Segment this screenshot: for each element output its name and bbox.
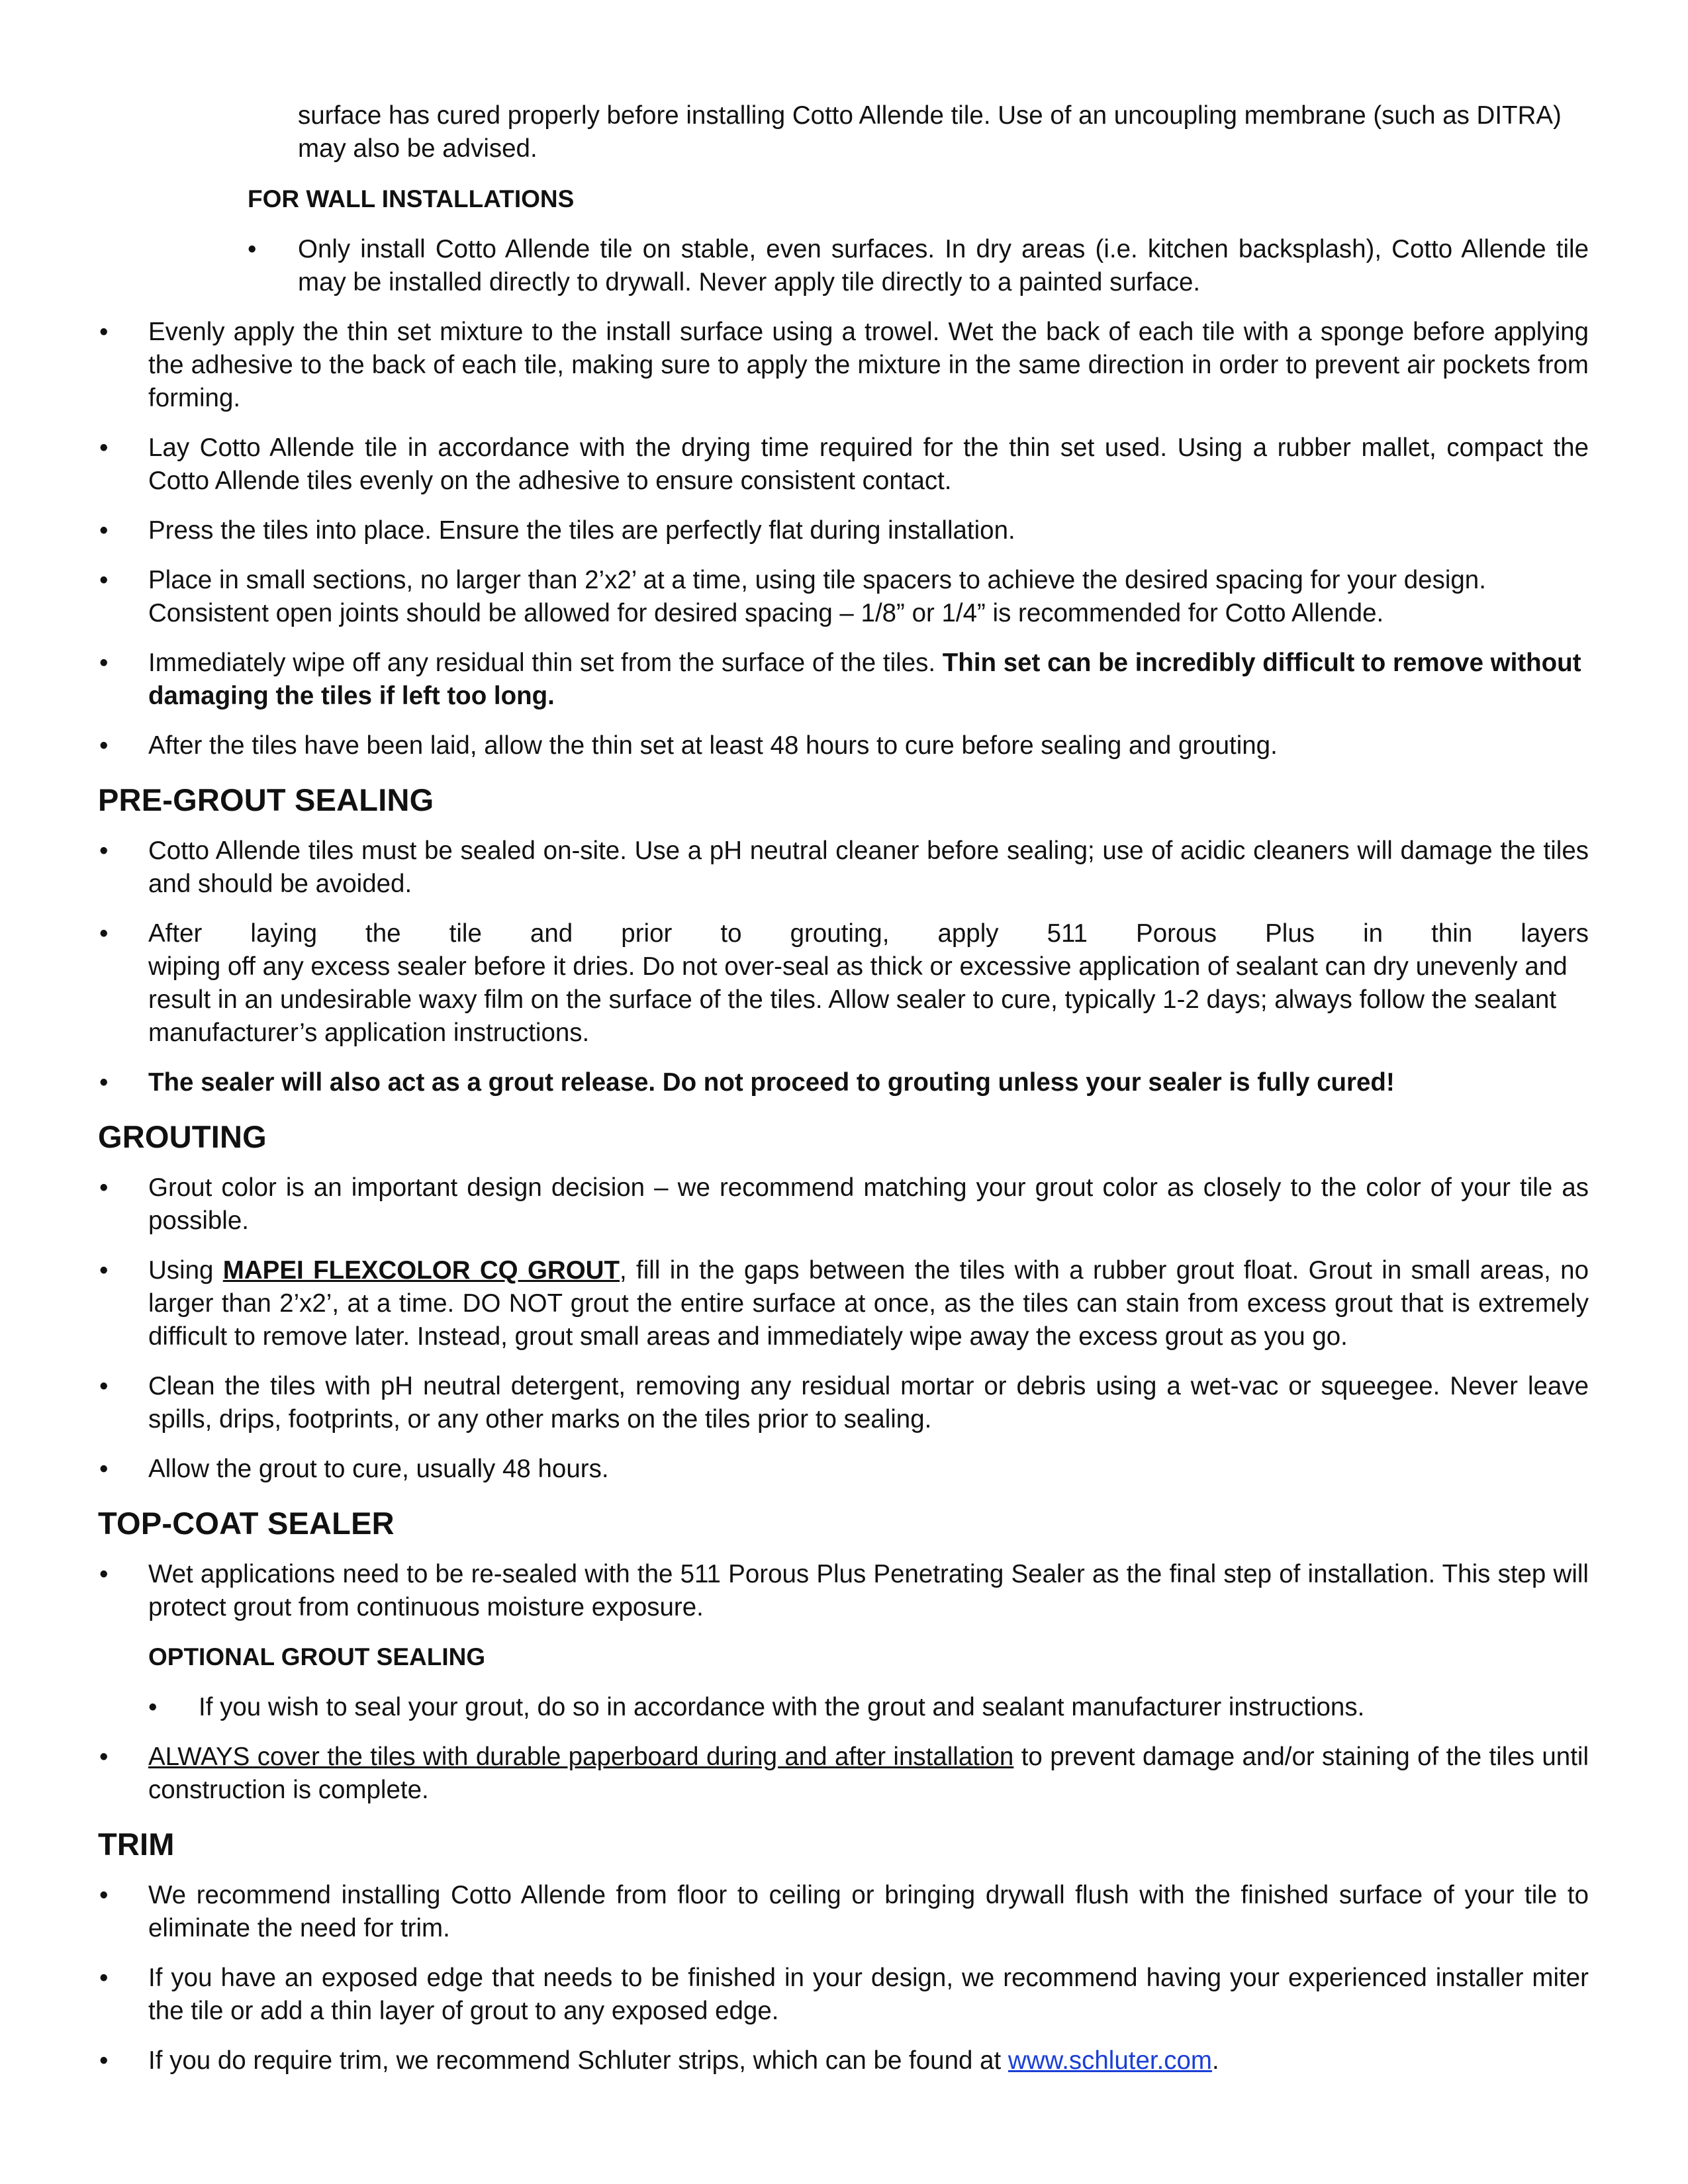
install-bullet-1 (98, 316, 1589, 415)
document-page (98, 99, 1589, 2094)
grouting-bullet-4 (98, 1453, 1589, 1486)
pregrout-bullet-2-rest: wiping off any excess sealer before it dries. Do not over-seal as thick or excessive application of sealant can dry unevenly and result in an undesirable waxy film on the surface of the tiles. Allow sealer to cure, typically 1-2 days; always follow the sealant manufacturer’s application instructions. (148, 952, 1568, 1047)
grouting-bullet-4-text: Allow the grout to cure, usually 48 hours. (148, 1455, 609, 1483)
bullet-icon: • (99, 731, 109, 760)
bullet-icon: • (248, 235, 257, 263)
trim-bullet-1-text: We recommend installing Cotto Allende from floor to ceiling or bringing drywall flush with the finished surface of your tile to eliminate the need for trim. (148, 1881, 1589, 1942)
bullet-icon: • (99, 1455, 109, 1483)
install-bullet-5-warning: Thin set can be incredibly difficult to remove without damaging the tiles if left too long. (148, 649, 1581, 710)
topcoat-bullet-2-rest: to prevent damage and/or staining of the tiles until construction is complete. (148, 1743, 1589, 1804)
bullet-icon: • (99, 649, 109, 677)
schluter-link[interactable]: www.schluter.com (1008, 2046, 1213, 2075)
trim-heading: TRIM (98, 1827, 175, 1862)
pre-grout-sealing-heading: PRE-GROUT SEALING (98, 782, 434, 817)
intro-continuation: surface has cured properly before installing Cotto Allende tile. Use of an uncoupling membrane (such as DITRA) may also be advised. (298, 101, 1562, 163)
pregrout-bullet-3 (98, 1066, 1589, 1099)
topcoat-bullet-2 (98, 1741, 1589, 1807)
bullet-icon: • (148, 1693, 158, 1721)
bullet-icon: • (99, 318, 109, 346)
trim-bullet-3 (98, 2044, 1589, 2077)
bullet-icon: • (99, 1256, 109, 1285)
pregrout-bullet-2-line1: After laying the tile and prior to grouting, apply 511 Porous Plus in thin layers (148, 919, 1589, 948)
bullet-icon: • (99, 1068, 109, 1097)
bullet-icon: • (99, 516, 109, 545)
grout-product-name: MAPEI FLEXCOLOR CQ GROUT (222, 1256, 620, 1285)
bullet-icon: • (99, 1964, 109, 1992)
install-bullet-4 (98, 564, 1589, 630)
top-coat-sealer-heading: TOP-COAT SEALER (98, 1506, 395, 1541)
trim-bullet-2 (98, 1962, 1589, 2028)
trim-bullet-2-text: If you have an exposed edge that needs to be finished in your design, we recommend having your experienced installer miter the tile or add a thin layer of grout to any exposed edge. (148, 1964, 1589, 2025)
optional-grout-sealing-heading: OPTIONAL GROUT SEALING (148, 1643, 486, 1670)
install-bullet-3-text: Press the tiles into place. Ensure the tiles are perfectly flat during installation. (148, 516, 1015, 545)
grouting-bullet-3-text: Clean the tiles with pH neutral detergent, removing any residual mortar or debris using a wet-vac or squeegee. Never leave spills, drips, footprints, or any other marks on the tiles prior to sealing. (148, 1372, 1589, 1433)
wall-bullet-item (98, 233, 1589, 299)
bullet-icon: • (99, 433, 109, 462)
bullet-icon: • (99, 566, 109, 594)
grouting-bullet-2-pre: Using (148, 1256, 223, 1285)
install-bullet-6-text: After the tiles have been laid, allow the thin set at least 48 hours to cure before sealing and grouting. (148, 731, 1278, 760)
install-bullet-5 (98, 647, 1589, 713)
trim-bullet-1 (98, 1879, 1589, 1945)
install-bullet-2-text: Lay Cotto Allende tile in accordance with the drying time required for the thin set used. Using a rubber mallet, compact the Cotto Allende tiles evenly on the adhesive to ensure consistent contact. (148, 433, 1589, 495)
install-bullet-6 (98, 729, 1589, 762)
pregrout-bullet-3-text: The sealer will also act as a grout release. Do not proceed to grouting unless your sealer is fully cured! (148, 1068, 1395, 1097)
bullet-icon: • (99, 837, 109, 865)
topcoat-bullet-1-text: Wet applications need to be re-sealed with the 511 Porous Plus Penetrating Sealer as the final step of installation. This step will protect grout from continuous moisture exposure. (148, 1560, 1589, 1621)
grouting-bullet-3 (98, 1370, 1589, 1436)
wall-bullet-text: Only install Cotto Allende tile on stable, even surfaces. In dry areas (i.e. kitchen backsplash), Cotto Allende tile may be installed directly to drywall. Never apply tile directly to a painted surface. (298, 235, 1589, 296)
grouting-bullet-2-post: , fill in the gaps between the tiles with a rubber grout float. Grout in small areas, no larger than 2’x2’, at a time. DO NOT grout the entire surface at once, as the tiles can stain from excess grout that is extremely difficult to remove later. Instead, grout small areas and immediately wipe away the excess grout as you go. (148, 1256, 1589, 1351)
bullet-icon: • (99, 2046, 109, 2075)
install-bullet-4-text: Place in small sections, no larger than 2’x2’ at a time, using tile spacers to achieve the desired spacing for your design. Consistent open joints should be allowed for desired spacing – 1/8” or 1/4” is recommended for Cotto Allende. (148, 566, 1486, 627)
bullet-icon: • (99, 1173, 109, 1202)
grouting-bullet-1-text: Grout color is an important design decision – we recommend matching your grout color as closely to the color of your tile as possible. (148, 1173, 1589, 1235)
bullet-icon: • (99, 1881, 109, 1909)
trim-bullet-3-post: . (1212, 2046, 1219, 2075)
bullet-icon: • (99, 1560, 109, 1588)
pregrout-bullet-1-text: Cotto Allende tiles must be sealed on-site. Use a pH neutral cleaner before sealing; use of acidic cleaners will damage the tiles and should be avoided. (148, 837, 1589, 898)
topcoat-bullet-1 (98, 1558, 1589, 1624)
grouting-heading: GROUTING (98, 1119, 267, 1154)
pregrout-bullet-1 (98, 835, 1589, 901)
wall-installations-heading: FOR WALL INSTALLATIONS (248, 185, 575, 212)
optional-grout-bullet-text: If you wish to seal your grout, do so in accordance with the grout and sealant manufacturer instructions. (199, 1693, 1365, 1721)
trim-bullet-3-pre: If you do require trim, we recommend Schluter strips, which can be found at (148, 2046, 1008, 2075)
grouting-bullet-2 (98, 1254, 1589, 1353)
install-bullet-2 (98, 432, 1589, 498)
bullet-icon: • (99, 1372, 109, 1400)
optional-grout-bullet (98, 1691, 1589, 1724)
install-bullet-5-text: Immediately wipe off any residual thin set from the surface of the tiles. (148, 649, 943, 677)
bullet-icon: • (99, 1743, 109, 1771)
pregrout-bullet-2 (98, 917, 1589, 1050)
grouting-bullet-1 (98, 1171, 1589, 1238)
install-bullet-3 (98, 514, 1589, 547)
bullet-icon: • (99, 919, 109, 948)
install-bullet-1-text: Evenly apply the thin set mixture to the install surface using a trowel. Wet the back of each tile with a sponge before applying the adhesive to the back of each tile, making sure to apply the mixture in the same direction in order to prevent air pockets from forming. (148, 318, 1589, 412)
paperboard-warning: ALWAYS cover the tiles with durable paperboard during and after installation (148, 1743, 1014, 1771)
